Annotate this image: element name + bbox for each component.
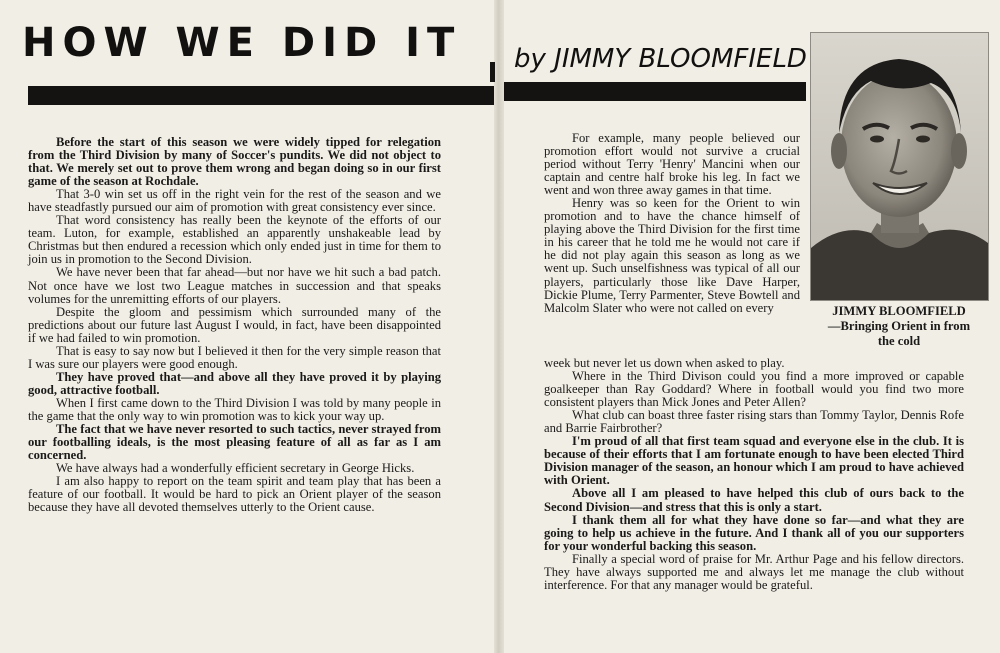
title-rule-tick — [490, 62, 495, 82]
paragraph: Where in the Third Divison could you find a more improved or capable goalkeeper than Ray Goddard? Where in football would you find two more consistent players than Mick Jones and Peter Allen? — [544, 369, 964, 410]
paragraph: Before the start of this season we were widely tipped for relegation from the Third Division by many of Soccer's pundits. We did not object to that. We merely set out to prove them wrong and began doing so in our first game of the season at Rochdale. — [28, 135, 441, 189]
paragraph: That word consistency has really been the keynote of the efforts of our team. Luton, for example, established an apparently unshakeable lead by Christmas but then endured a recession which only ended just in time for them to join us in promotion to the Second Division. — [28, 213, 441, 267]
paragraph: The fact that we have never resorted to such tactics, never strayed from our footballing ideals, is the most pleasing feature of all as far as I am concerned. — [28, 422, 441, 463]
right-column-bottom — [544, 357, 964, 592]
paragraph: I am also happy to report on the team spirit and team play that has been a feature of our football. It would be hard to pick an Orient player of the season because they have all devoted themselves utterly to the Orient cause. — [28, 474, 441, 515]
paragraph: I'm proud of all that first team squad and everyone else in the club. It is because of their efforts that I am fortunate enough to have been elected Third Division manager of the season, an honour which I am proud to have achieved with Orient. — [544, 434, 964, 488]
paragraph: week but never let us down when asked to play. — [544, 356, 785, 370]
article-title: HOW WE DID IT — [22, 20, 462, 66]
paragraph: That is easy to say now but I believed it then for the very simple reason that I was sure our players were good enough. — [28, 343, 441, 371]
paragraph: That 3-0 win set us off in the right vein for the rest of the season and we have steadfastly pursued our aim of promotion with great consistency ever since. — [28, 187, 441, 215]
paragraph: Above all I am pleased to have helped this club of ours back to the Second Division—and stress that this is only a start. — [544, 486, 964, 514]
paragraph: I thank them all for what they have done so far—and what they are going to help us achieve in the future. And I thank all of you our supporters for your wonderful backing this season. — [544, 512, 964, 553]
left-column — [28, 136, 441, 514]
page-gutter — [494, 0, 504, 653]
paragraph: They have proved that—and above all they have proved it by playing good, attractive football. — [28, 369, 441, 397]
paragraph: When I first came down to the Third Division I was told by many people in the game that the only way to win promotion was to kick your way up. — [28, 395, 441, 423]
article-byline: by JIMMY BLOOMFIELD — [514, 44, 807, 74]
photo-caption — [806, 304, 992, 349]
paragraph: We have always had a wonderfully efficient secretary in George Hicks. — [56, 461, 415, 476]
portrait-photo — [810, 32, 989, 301]
paragraph: For example, many people believed our promotion effort would not survive a crucial period without Terry 'Henry' Mancini when our captain and centre half broke his leg. In fact we went and won three away games in that time. — [544, 131, 800, 198]
caption-line-1: —Bringing Orient in from — [827, 319, 971, 333]
right-column-top — [544, 132, 800, 315]
paragraph: What club can boast three faster rising stars than Tommy Taylor, Dennis Rofe and Barrie Fairbrother? — [544, 408, 964, 436]
title-rule-right — [504, 82, 806, 101]
paragraph: Finally a special word of praise for Mr. Arthur Page and his fellow directors. They have always supported me and always let me manage the club without interference. For that any manager would be grateful. — [544, 551, 964, 592]
paragraph: Despite the gloom and pessimism which surrounded many of the predictions about our future last August I would, in fact, have been disappointed if we had failed to win promotion. — [28, 304, 441, 345]
caption-name: JIMMY BLOOMFIELD — [832, 304, 966, 318]
paragraph: Henry was so keen for the Orient to win promotion and to have the chance himself of playing above the Third Division for the first time in his career that he told me he would not care if he did not play again this season as long as we went up. Such unselfishness was typical of all our players, particularly those like Dave Harper, Dickie Plume, Terry Parmenter, Steve Bowtell and Malcolm Slater who were not called on every — [544, 196, 800, 315]
paragraph: We have never been that far ahead—but nor have we hit such a bad patch. Not once have we lost two League matches in succession and that speaks volumes for the unremitting efforts of our players. — [28, 265, 441, 306]
caption-line-2: the cold — [877, 334, 921, 348]
title-rule-left — [28, 86, 494, 105]
